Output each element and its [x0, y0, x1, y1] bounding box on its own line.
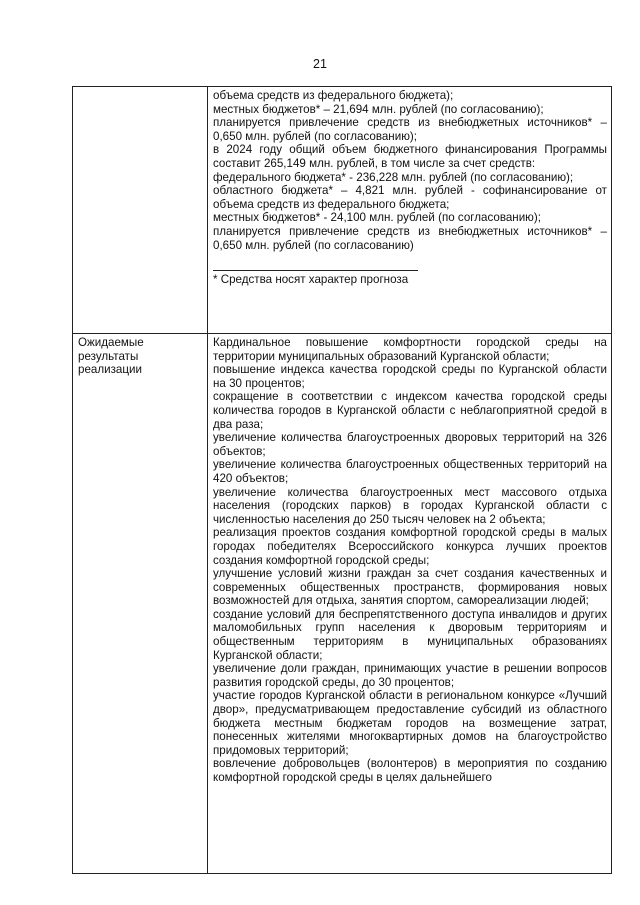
paragraph: местных бюджетов* – 21,694 млн. рублей (по согласованию); — [213, 102, 544, 116]
paragraph: Кардинальное повышение комфортности городской среды на территории муниципальных образований Курганской области; — [213, 336, 607, 363]
paragraph: увеличение количества благоустроенных дворовых территорий на 326 объектов; — [213, 431, 607, 458]
row-label: Ожидаемые результаты реализации — [73, 334, 208, 874]
paragraph: создание условий для беспрепятственного доступа инвалидов и других маломобильных групп населения к дворовым территориям и общественным территориям в муниципальных образованиях Курганской области; — [213, 607, 607, 662]
paragraph: областного бюджета* – 4,821 млн. рублей - софинансирование от объема средств из федерального бюджета; — [213, 184, 607, 211]
paragraph: увеличение количества благоустроенных мест массового отдыха населения (городских парков) в городах Курганской области с численностью населения до 250 тысяч человек на 2 объекта; — [213, 485, 607, 526]
paragraph: объема средств из федерального бюджета); — [213, 89, 454, 102]
paragraph: увеличение количества благоустроенных общественных территорий на 420 объектов; — [213, 458, 607, 485]
paragraph: участие городов Курганской области в региональном конкурсе «Лучший двор», предусматривающем предоставление субсидий из областного бюджета местным бюджетам городов на возмещение затрат, понесенных жителями многоквартирных домов на благоустройство придомовых территорий; — [213, 689, 607, 757]
paragraph: федерального бюджета* - 236,228 млн. рублей (по согласованию); — [213, 170, 574, 184]
paragraph: в 2024 году общий объем бюджетного финансирования Программы составит 265,149 млн. рублей, в том числе за счет средств: — [213, 143, 607, 170]
table-row-expected-results — [73, 334, 612, 874]
paragraph: улучшение условий жизни граждан за счет создания качественных и современных общественных пространств, формирования новых возможностей для отдыха, занятия спортом, самореализации людей; — [213, 567, 607, 608]
footnote-divider — [213, 270, 418, 271]
paragraph: реализация проектов создания комфортной городской среды в малых городах победителях Всероссийского конкурса лучших проектов создания комфортной городской среды; — [213, 526, 607, 567]
paragraph: увеличение доли граждан, принимающих участие в решении вопросов развития городской среды, до 30 процентов; — [213, 662, 607, 689]
paragraph: повышение индекса качества городской среды по Курганской области на 30 процентов; — [213, 363, 607, 390]
paragraph: местных бюджетов* - 24,100 млн. рублей (по согласованию); — [213, 211, 541, 225]
paragraph: сокращение в соответствии с индексом качества городской среды количества городов в Курганской области с неблагоприятной средой в два раза; — [213, 390, 607, 431]
program-passport-table — [72, 86, 612, 874]
footnote: * Средства носят характер прогноза — [213, 273, 409, 287]
row-content — [208, 334, 612, 874]
table-row-funding — [73, 87, 612, 334]
row-content — [208, 87, 612, 334]
page-number: 21 — [313, 57, 327, 71]
row-label — [73, 87, 208, 334]
paragraph: вовлечение добровольцев (волонтеров) в мероприятия по созданию комфортной городской среды в целях дальнейшего — [213, 757, 607, 784]
paragraph: планируется привлечение средств из внебюджетных источников* – 0,650 млн. рублей (по согласованию) — [213, 224, 607, 252]
paragraph: планируется привлечение средств из внебюджетных источников* – 0,650 млн. рублей (по согласованию); — [213, 116, 607, 143]
